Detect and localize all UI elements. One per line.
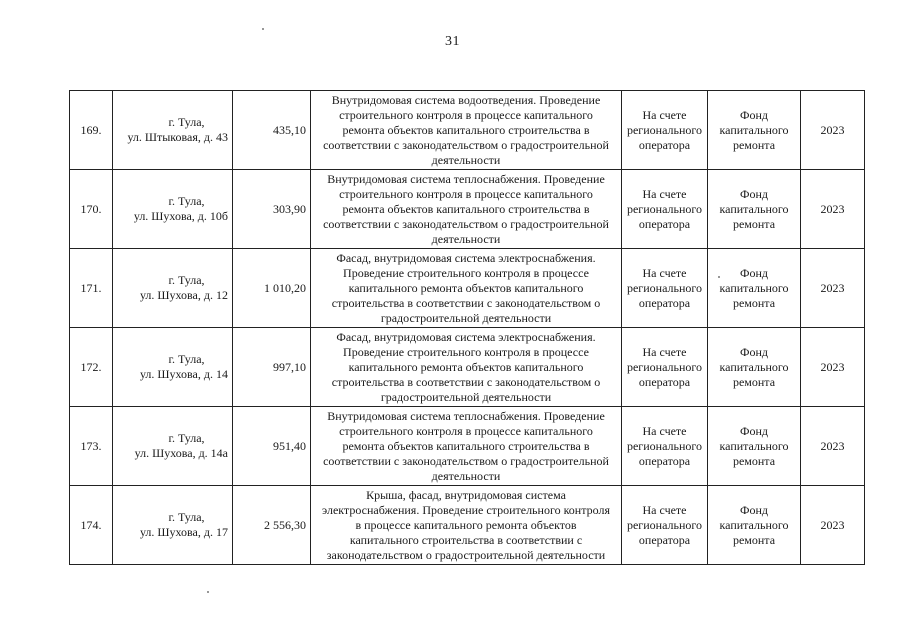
work-line: деятельности xyxy=(431,231,501,246)
work-line: Проведение строительного контроля в процессе xyxy=(343,344,589,359)
address-city: г. Тула, xyxy=(168,352,205,366)
fund-line: Фонд xyxy=(739,186,768,201)
fund-line: ремонта xyxy=(732,532,776,547)
table-row xyxy=(70,407,865,486)
work-line: строительного контроля в процессе капитального xyxy=(339,186,593,201)
work-line: деятельности xyxy=(431,468,501,483)
fund-line: капитального xyxy=(719,201,789,216)
area-cell: 951,40 xyxy=(233,407,311,486)
fund-cell xyxy=(708,91,801,170)
page-number: 31 xyxy=(445,34,460,49)
address-street: ул. Штыковая, д. 43 xyxy=(127,130,228,144)
account-cell xyxy=(622,407,708,486)
area-cell: 435,10 xyxy=(233,91,311,170)
account-cell xyxy=(622,170,708,249)
account-line: регионального xyxy=(626,517,703,532)
work-description-cell xyxy=(311,170,622,249)
address-cell xyxy=(113,249,233,328)
fund-line: ремонта xyxy=(732,374,776,389)
work-description-cell xyxy=(311,407,622,486)
address-cell xyxy=(113,407,233,486)
work-line: соответствии с законодательством о градостроительной xyxy=(323,216,609,231)
account-line: регионального xyxy=(626,280,703,295)
row-number: 170. xyxy=(70,170,113,249)
work-line: Внутридомовая система водоотведения. Проведение xyxy=(331,92,601,107)
work-description-cell xyxy=(311,91,622,170)
year-cell: 2023 xyxy=(801,170,865,249)
work-line: законодательством о градостроительной деятельности xyxy=(326,547,606,562)
work-line: градостроительной деятельности xyxy=(380,389,552,404)
row-number: 169. xyxy=(70,91,113,170)
address-street: ул. Шухова, д. 10б xyxy=(133,209,228,223)
year-cell: 2023 xyxy=(801,486,865,565)
account-line: регионального xyxy=(626,359,703,374)
work-line: Фасад, внутридомовая система электроснабжения. xyxy=(336,329,596,344)
account-line: На счете xyxy=(642,502,687,517)
year-cell: 2023 xyxy=(801,91,865,170)
work-line: электроснабжения. Проведение строительного контроля xyxy=(322,502,610,517)
fund-line: капитального xyxy=(719,359,789,374)
row-number: 173. xyxy=(70,407,113,486)
account-line: На счете xyxy=(642,344,687,359)
area-cell: 997,10 xyxy=(233,328,311,407)
fund-line: Фонд xyxy=(739,107,768,122)
work-line: капитального строительства в соответствии с xyxy=(349,532,583,547)
address-street: ул. Шухова, д. 14а xyxy=(134,446,228,460)
address-city: г. Тула, xyxy=(168,510,205,524)
account-line: оператора xyxy=(638,453,691,468)
scan-speck xyxy=(262,28,264,30)
account-line: оператора xyxy=(638,532,691,547)
work-line: капитального ремонта объектов капитального xyxy=(348,359,584,374)
address-cell xyxy=(113,170,233,249)
account-line: На счете xyxy=(642,423,687,438)
fund-line: Фонд xyxy=(739,423,768,438)
address-cell xyxy=(113,91,233,170)
fund-line: ремонта xyxy=(732,137,776,152)
area-cell: 1 010,20 xyxy=(233,249,311,328)
year-cell: 2023 xyxy=(801,328,865,407)
work-line: Фасад, внутридомовая система электроснабжения. xyxy=(336,250,596,265)
fund-line: ремонта xyxy=(732,453,776,468)
table-row xyxy=(70,170,865,249)
fund-cell xyxy=(708,486,801,565)
work-line: Внутридомовая система теплоснабжения. Проведение xyxy=(327,408,605,423)
area-cell: 2 556,30 xyxy=(233,486,311,565)
fund-line: капитального xyxy=(719,438,789,453)
work-line: соответствии с законодательством о градостроительной xyxy=(323,137,609,152)
fund-line: Фонд xyxy=(739,344,768,359)
work-line: Внутридомовая система теплоснабжения. Проведение xyxy=(327,171,605,186)
row-number: 171. xyxy=(70,249,113,328)
address-city: г. Тула, xyxy=(168,194,205,208)
account-cell xyxy=(622,328,708,407)
work-line: ремонта объектов капитального строительства в xyxy=(342,122,590,137)
table-row xyxy=(70,328,865,407)
fund-line: ремонта xyxy=(732,216,776,231)
work-line: соответствии с законодательством о градостроительной xyxy=(323,453,609,468)
work-line: ремонта объектов капитального строительства в xyxy=(342,438,590,453)
account-cell xyxy=(622,249,708,328)
work-line: строительного контроля в процессе капитального xyxy=(339,423,593,438)
account-line: регионального xyxy=(626,122,703,137)
account-line: На счете xyxy=(642,107,687,122)
fund-line: ремонта xyxy=(732,295,776,310)
account-cell xyxy=(622,486,708,565)
table-row xyxy=(70,486,865,565)
account-line: оператора xyxy=(638,374,691,389)
account-line: регионального xyxy=(626,201,703,216)
account-line: На счете xyxy=(642,186,687,201)
row-number: 174. xyxy=(70,486,113,565)
year-cell: 2023 xyxy=(801,407,865,486)
account-line: На счете xyxy=(642,265,687,280)
account-line: оператора xyxy=(638,137,691,152)
work-line: капитального ремонта объектов капитального xyxy=(348,280,584,295)
address-city: г. Тула, xyxy=(168,273,205,287)
address-cell xyxy=(113,486,233,565)
address-city: г. Тула, xyxy=(168,115,205,129)
table-row xyxy=(70,91,865,170)
scan-speck xyxy=(207,591,209,593)
address-city: г. Тула, xyxy=(168,431,205,445)
work-description-cell xyxy=(311,328,622,407)
address-cell xyxy=(113,328,233,407)
fund-cell xyxy=(708,170,801,249)
address-street: ул. Шухова, д. 14 xyxy=(139,367,228,381)
work-line: Крыша, фасад, внутридомовая система xyxy=(366,487,566,502)
account-line: регионального xyxy=(626,438,703,453)
work-line: в процессе капитального ремонта объектов xyxy=(355,517,577,532)
work-description-cell xyxy=(311,486,622,565)
account-line: оператора xyxy=(638,216,691,231)
fund-cell xyxy=(708,328,801,407)
registry-table xyxy=(69,90,865,565)
fund-cell xyxy=(708,249,801,328)
table-row xyxy=(70,249,865,328)
work-line: строительства в соответствии с законодательством о xyxy=(331,295,601,310)
row-number: 172. xyxy=(70,328,113,407)
work-line: деятельности xyxy=(431,152,501,167)
registry-table-body xyxy=(70,91,865,565)
fund-line: капитального xyxy=(719,280,789,295)
account-line: оператора xyxy=(638,295,691,310)
fund-cell xyxy=(708,407,801,486)
work-line: градостроительной деятельности xyxy=(380,310,552,325)
fund-line: капитального xyxy=(719,517,789,532)
address-street: ул. Шухова, д. 17 xyxy=(139,525,228,539)
work-description-cell xyxy=(311,249,622,328)
fund-line: Фонд xyxy=(739,265,768,280)
work-line: строительства в соответствии с законодательством о xyxy=(331,374,601,389)
year-cell: 2023 xyxy=(801,249,865,328)
work-line: строительного контроля в процессе капитального xyxy=(339,107,593,122)
work-line: ремонта объектов капитального строительства в xyxy=(342,201,590,216)
fund-line: Фонд xyxy=(739,502,768,517)
fund-line: капитального xyxy=(719,122,789,137)
account-cell xyxy=(622,91,708,170)
address-street: ул. Шухова, д. 12 xyxy=(139,288,228,302)
work-line: Проведение строительного контроля в процессе xyxy=(343,265,589,280)
area-cell: 303,90 xyxy=(233,170,311,249)
